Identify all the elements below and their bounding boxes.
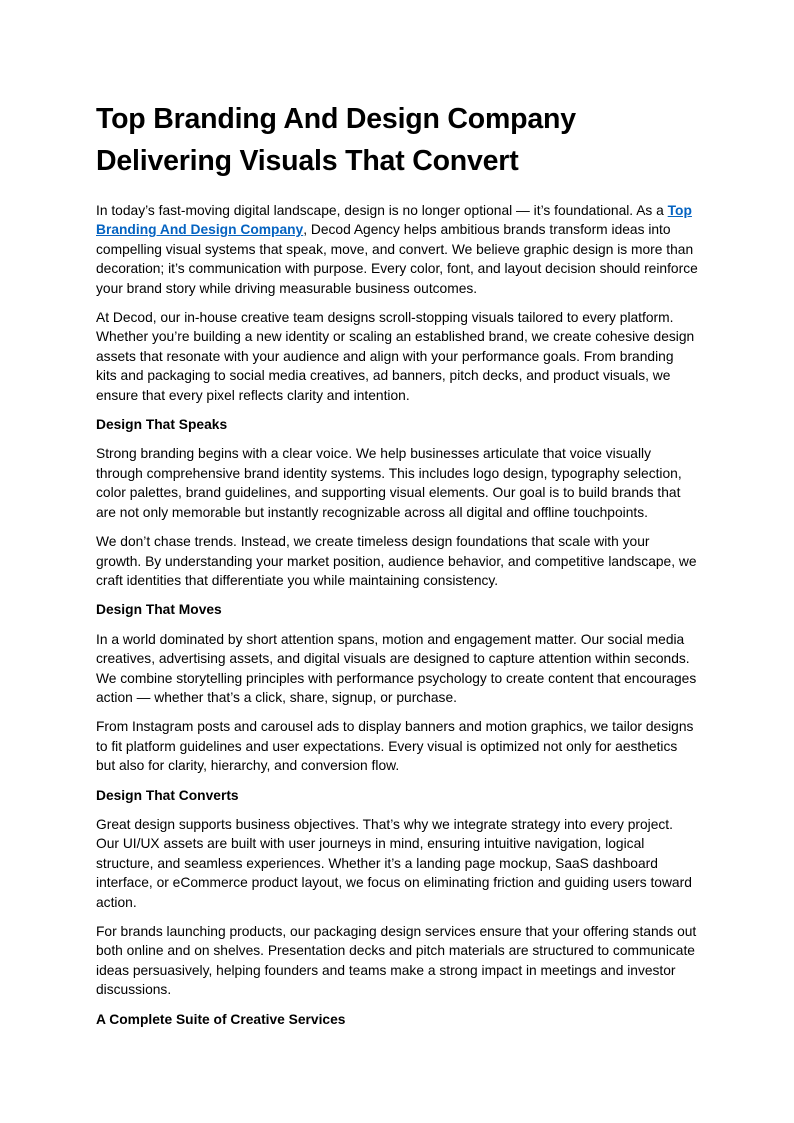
body-paragraph: In a world dominated by short attention spans, motion and engagement matter. Our social media creatives, advertising assets, and digital visuals are designed to capture attention within seconds. We combine storytelling principles with performance psychology to create content that encourages action — whether that’s a click, share, signup, or purchase. [96, 631, 697, 705]
intro-text-before-link: In today’s fast-moving digital landscape, design is no longer optional — it’s foundational. As a [96, 203, 668, 218]
body-paragraph: Great design supports business objectives. That’s why we integrate strategy into every project. Our UI/UX assets are built with user journeys in mind, ensuring intuitive navigation, logical structure, and seamless experiences. Whether it’s a landing page mockup, SaaS dashboard interface, or eCommerce product layout, we focus on eliminating friction and guiding users toward action. [96, 816, 692, 910]
page-title-line-2: Delivering Visuals That Convert [96, 145, 519, 177]
section-heading-creative-services: A Complete Suite of Creative Services [96, 1011, 346, 1027]
body-paragraph: At Decod, our in-house creative team designs scroll-stopping visuals tailored to every platform. Whether you’re building a new identity or scaling an established brand, we create cohesive design assets that resonate with your audience and align with your performance goals. From branding kits and packaging to social media creatives, ad banners, pitch decks, and product visuals, we ensure that every pixel reflects clarity and intention. [96, 310, 695, 403]
intro-text-after-link: , Decod Agency helps ambitious brands transform ideas into compelling visual systems that speak, move, and convert. We believe graphic design is more than decoration; it’s communication with purpose. Every color, font, and layout decision should reinforce your brand story while driving measurable business outcomes. [96, 222, 698, 296]
section-heading-design-that-moves: Design That Moves [96, 602, 222, 618]
section-heading-design-that-converts: Design That Converts [96, 787, 239, 803]
intro-paragraph [96, 201, 698, 298]
body-paragraph: From Instagram posts and carousel ads to display banners and motion graphics, we tailor designs to fit platform guidelines and user expectations. Every visual is optimized not only for aesthetics but also for clarity, hierarchy, and conversion flow. [96, 719, 694, 774]
body-paragraph: We don’t chase trends. Instead, we create timeless design foundations that scale with your growth. By understanding your market position, audience behavior, and competitive landscape, we craft identities that differentiate you while maintaining consistency. [96, 534, 697, 588]
top-branding-link[interactable]: Top Branding And Design Company [96, 203, 692, 238]
body-paragraph: Strong branding begins with a clear voice. We help businesses articulate that voice visually through comprehensive brand identity systems. This includes logo design, typography selection, color palettes, brand guidelines, and supporting visual elements. Our goal is to build brands that are not only memorable but instantly recognizable across all digital and offline touchpoints. [96, 446, 682, 520]
page-title [96, 98, 698, 182]
section-heading-design-that-speaks: Design That Speaks [96, 417, 228, 433]
body-paragraph: For brands launching products, our packaging design services ensure that your offering stands out both online and on shelves. Presentation decks and pitch materials are structured to communicate ideas persuasively, helping founders and teams make a strong impact in meetings and investor discussions. [96, 924, 697, 998]
page-title-line-1: Top Branding And Design Company [96, 103, 576, 135]
